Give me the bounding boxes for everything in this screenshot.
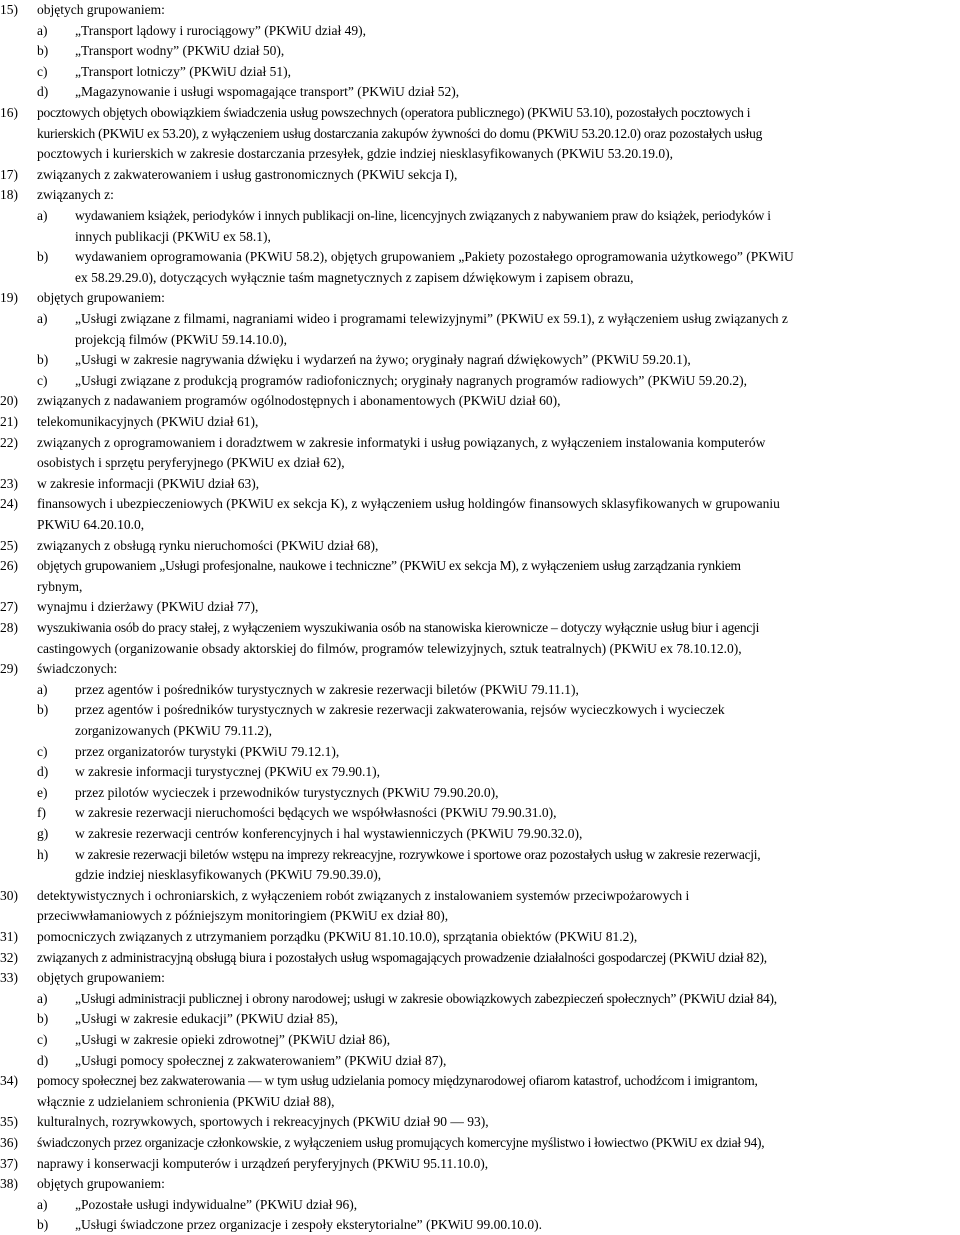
sub-item-letter: e) <box>37 784 48 800</box>
item-text: innych publikacji (PKWiU ex 58.1), <box>75 228 271 244</box>
item-number: 36) <box>0 1135 18 1150</box>
sub-item-letter: c) <box>37 1032 48 1047</box>
item-text: związanych z obsługą rynku nieruchomości (PKWiU dział 68), <box>37 537 379 553</box>
item-text: objętych grupowaniem: <box>37 2 165 17</box>
sub-item-letter: b) <box>37 43 49 59</box>
item-text: kurierskich (PKWiU ex 53.20), z wyłączeniem usług dostarczania zakupów żywności do domu (PKWiU 53.20.12.0) oraz pozostałych usług <box>37 125 763 141</box>
item-text: świadczonych: <box>37 661 118 677</box>
item-text: przez agentów i pośredników turystycznych w zakresie rezerwacji biletów (PKWiU 79.11.1), <box>75 681 579 697</box>
item-number: 35) <box>0 1114 18 1130</box>
item-number: 19) <box>0 290 18 306</box>
item-text: wyszukiwania osób do pracy stałej, z wyłączeniem wyszukiwania osób na stanowiska kierownicze – dotyczy wyłącznie usług biur i agencji <box>37 620 760 635</box>
item-text: „Magazynowanie i usługi wspomagające transport” (PKWiU dział 52), <box>75 84 460 100</box>
item-text: „Usługi w zakresie opieki zdrowotnej” (PKWiU dział 86), <box>75 1032 391 1047</box>
item-number: 34) <box>0 1073 18 1089</box>
item-number: 18) <box>0 187 18 203</box>
sub-item-letter: c) <box>37 63 48 79</box>
sub-item-letter: a) <box>37 1196 48 1212</box>
sub-item-letter: b) <box>37 1217 49 1233</box>
sub-item-letter: d) <box>37 764 49 780</box>
item-text: projekcją filmów (PKWiU 59.14.10.0), <box>75 331 288 347</box>
item-text: ex 58.29.29.0), dotyczących wyłącznie taśm magnetycznych z zapisem dźwiękowym i zapisem obrazu, <box>75 269 634 285</box>
item-text: finansowych i ubezpieczeniowych (PKWiU ex sekcja K), z wyłączeniem usług holdingów finansowych sklasyfikowanych w grupowaniu <box>37 496 780 512</box>
item-text: „Transport lądowy i rurociągowy” (PKWiU dział 49), <box>75 22 367 38</box>
item-number: 16) <box>0 105 18 120</box>
item-text: przez pilotów wycieczek i przewodników turystycznych (PKWiU 79.90.20.0), <box>75 784 499 800</box>
item-text: osobistych i sprzętu peryferyjnego (PKWiU ex dział 62), <box>37 455 345 471</box>
sub-item-letter: b) <box>37 702 49 718</box>
item-text: świadczonych przez organizacje członkowskie, z wyłączeniem usług promujących komercyjne myślistwo i łowiectwo (PKWiU ex dział 94), <box>37 1135 765 1150</box>
sub-item-letter: a) <box>37 208 48 223</box>
item-text: związanych z nadawaniem programów ogólnodostępnych i abonamentowych (PKWiU dział 60), <box>37 393 561 409</box>
item-text: „Pozostałe usługi indywidualne” (PKWiU dział 96), <box>75 1196 358 1212</box>
item-text: objętych grupowaniem: <box>37 970 165 986</box>
sub-item-letter: g) <box>37 826 49 841</box>
item-number: 15) <box>0 2 18 17</box>
item-text: wydawaniem książek, periodyków i innych publikacji on-line, licencyjnych związanych z nabywaniem praw do książek, periodyków i <box>75 208 771 223</box>
item-text: „Usługi w zakresie edukacji” (PKWiU dział 85), <box>75 1011 338 1027</box>
sub-item-letter: b) <box>37 1011 49 1027</box>
item-number: 17) <box>0 166 18 182</box>
item-text: wynajmu i dzierżawy (PKWiU dział 77), <box>37 599 259 615</box>
item-text: PKWiU 64.20.10.0, <box>37 517 145 532</box>
item-number: 21) <box>0 414 18 429</box>
item-number: 30) <box>0 887 18 903</box>
item-text: przez agentów i pośredników turystycznych w zakresie rezerwacji zakwaterowania, rejsów wycieczkowych i wycieczek <box>75 702 725 718</box>
item-number: 37) <box>0 1155 18 1171</box>
item-text: „Transport lotniczy” (PKWiU dział 51), <box>75 63 292 79</box>
item-text: „Usługi świadczone przez organizacje i zespoły eksterytorialne” (PKWiU 99.00.10.0). <box>75 1217 543 1233</box>
sub-item-letter: a) <box>37 311 48 326</box>
sub-item-letter: d) <box>37 84 49 100</box>
item-number: 22) <box>0 434 18 450</box>
item-text: włącznie z udzielaniem schronienia (PKWiU dział 88), <box>37 1093 335 1109</box>
item-number: 29) <box>0 661 18 677</box>
item-text: pocztowych i kurierskich w zakresie dostarczania przesyłek, gdzie indziej niesklasyfikowanych (PKWiU 53.20.19.0), <box>37 146 674 162</box>
item-text: gdzie indziej niesklasyfikowanych (PKWiU 79.90.39.0), <box>75 867 382 883</box>
item-text: castingowych (organizowanie obsady aktorskiej do filmów, programów telewizyjnych, sztuk teatralnych) (PKWiU ex 78.10.12.0), <box>37 640 742 656</box>
item-number: 33) <box>0 970 18 986</box>
item-text: kulturalnych, rozrywkowych, sportowych i rekreacyjnych (PKWiU dział 90 — 93), <box>37 1114 489 1130</box>
item-number: 28) <box>0 620 18 635</box>
item-text: związanych z zakwaterowaniem i usług gastronomicznych (PKWiU sekcja I), <box>37 166 458 182</box>
item-text: w zakresie informacji turystycznej (PKWiU ex 79.90.1), <box>75 764 380 780</box>
sub-item-letter: a) <box>37 990 48 1006</box>
item-number: 23) <box>0 475 18 491</box>
item-text: w zakresie rezerwacji centrów konferencyjnych i hal wystawienniczych (PKWiU 79.90.32.0), <box>75 826 583 841</box>
item-text: „Usługi administracji publicznej i obrony narodowej; usługi w zakresie obowiązkowych zabezpieczeń społecznych” (PKWiU dział 84), <box>75 990 777 1006</box>
item-number: 20) <box>0 393 18 409</box>
item-text: detektywistycznych i ochroniarskich, z wyłączeniem robót związanych z instalowaniem systemów przeciwpożarowych i <box>37 887 690 903</box>
sub-item-letter: c) <box>37 372 48 388</box>
item-number: 32) <box>0 949 18 965</box>
item-text: objętych grupowaniem: <box>37 290 165 306</box>
item-text: „Transport wodny” (PKWiU dział 50), <box>75 43 285 59</box>
item-text: przeciwwłamaniowych z późniejszym monitoringiem (PKWiU ex dział 80), <box>37 908 449 924</box>
item-text: „Usługi związane z filmami, nagraniami wideo i programami telewizyjnymi” (PKWiU ex 59.1), z wyłączeniem usług związanych z <box>75 311 788 326</box>
item-text: w zakresie rezerwacji biletów wstępu na imprezy rekreacyjne, rozrywkowe i sportowe oraz pozostałych usług w zakresie rezerwacji, <box>75 846 761 862</box>
item-text: w zakresie rezerwacji nieruchomości będących we współwłasności (PKWiU 79.90.31.0), <box>75 805 557 821</box>
sub-item-letter: a) <box>37 22 48 38</box>
item-text: rybnym, <box>37 578 83 594</box>
item-text: wydawaniem oprogramowania (PKWiU 58.2), objętych grupowaniem „Pakiety pozostałego oprogramowania użytkowego” (PKWiU <box>75 249 794 265</box>
sub-item-letter: b) <box>37 352 49 368</box>
sub-item-letter: a) <box>37 681 48 697</box>
item-text: „Usługi w zakresie nagrywania dźwięku i wydarzeń na żywo; oryginały nagrań dźwiękowych” (PKWiU 59.20.1), <box>75 352 691 368</box>
sub-item-letter: b) <box>37 249 49 265</box>
item-text: naprawy i konserwacji komputerów i urządzeń peryferyjnych (PKWiU 95.11.10.0), <box>37 1155 489 1171</box>
item-text: związanych z oprogramowaniem i doradztwem w zakresie informatyki i usług powiązanych, z wyłączeniem instalowania komputerów <box>37 434 766 450</box>
item-text: pomocniczych związanych z utrzymaniem porządku (PKWiU 81.10.10.0), sprzątania obiektów (PKWiU 81.2), <box>37 929 638 944</box>
item-text: związanych z: <box>37 187 114 203</box>
item-text: pocztowych objętych obowiązkiem świadczenia usług powszechnych (operatora publicznego) (PKWiU 53.10), pozostałych pocztowych i <box>37 105 751 120</box>
item-number: 31) <box>0 929 18 944</box>
item-text: zorganizowanych (PKWiU 79.11.2), <box>75 723 273 738</box>
sub-item-letter: c) <box>37 743 48 759</box>
sub-item-letter: d) <box>37 1052 49 1068</box>
item-text: „Usługi związane z produkcją programów radiofonicznych; oryginały nagranych programów radiowych” (PKWiU 59.20.2), <box>75 372 747 388</box>
sub-item-letter: h) <box>37 846 49 862</box>
item-text: pomocy społecznej bez zakwaterowania — w tym usług udzielania pomocy międzynarodowej ofiarom katastrof, uchodźcom i imigrantom, <box>37 1073 758 1089</box>
item-text: objętych grupowaniem „Usługi profesjonalne, naukowe i techniczne” (PKWiU ex sekcja M), z wyłączeniem usług zarządzania rynkiem <box>37 558 741 574</box>
item-text: „Usługi pomocy społecznej z zakwaterowaniem” (PKWiU dział 87), <box>75 1052 447 1068</box>
item-text: przez organizatorów turystyki (PKWiU 79.12.1), <box>75 743 340 759</box>
item-text: telekomunikacyjnych (PKWiU dział 61), <box>37 414 259 429</box>
item-number: 25) <box>0 537 18 553</box>
item-text: związanych z administracyjną obsługą biura i pozostałych usług wspomagających prowadzenie działalności gospodarczej (PKWiU dział 82), <box>37 949 767 965</box>
item-text: w zakresie informacji (PKWiU dział 63), <box>37 475 260 491</box>
item-number: 38) <box>0 1176 18 1192</box>
item-number: 27) <box>0 599 18 615</box>
item-number: 24) <box>0 496 18 512</box>
item-number: 26) <box>0 558 18 574</box>
item-text: objętych grupowaniem: <box>37 1176 165 1192</box>
sub-item-letter: f) <box>37 805 46 821</box>
